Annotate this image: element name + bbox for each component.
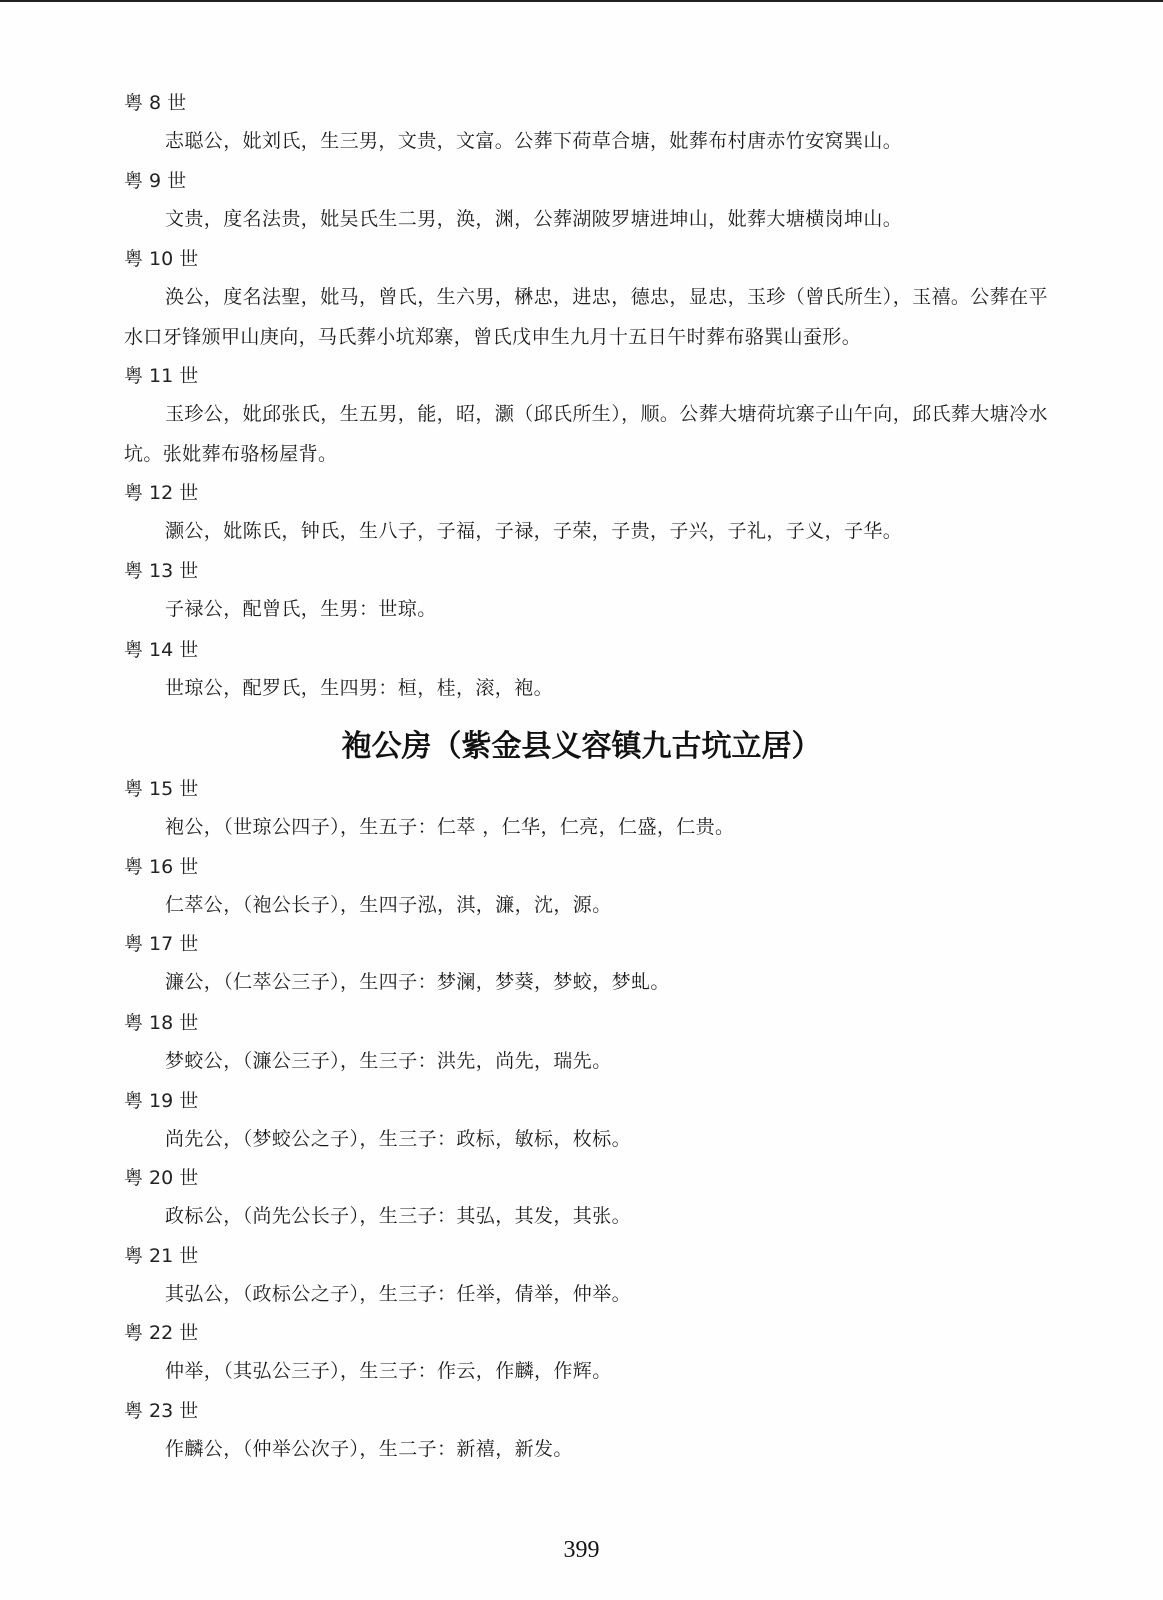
- generation-heading: 粤 16 世: [124, 856, 199, 878]
- genealogy-entry: 其弘公，（政标公之子），生三子：任举，倩举，仲举。: [165, 1283, 632, 1305]
- genealogy-entry: 濂公，（仁萃公三子），生四子：梦澜，梦葵，梦蛟，梦虬。: [165, 971, 670, 993]
- section-title: 袍公房（紫金县义容镇九古坑立居）: [341, 729, 822, 764]
- generation-heading: 粤 8 世: [124, 92, 187, 114]
- generation-heading: 粤 22 世: [124, 1322, 199, 1344]
- page-number: 399: [563, 1537, 600, 1563]
- generation-heading: 粤 11 世: [124, 365, 199, 387]
- genealogy-entry: 仁萃公，（袍公长子），生四子泓，淇，濂，沈，源。: [165, 894, 612, 916]
- genealogy-entry: 梦蛟公，（濂公三子），生三子：洪先，尚先，瑞先。: [165, 1050, 612, 1072]
- generation-heading: 粤 21 世: [124, 1245, 199, 1267]
- generation-heading: 粤 10 世: [124, 248, 199, 270]
- generation-heading: 粤 14 世: [124, 639, 199, 661]
- genealogy-entry: 灏公，妣陈氏，钟氏，生八子，子福，子禄，子荣，子贵，子兴，子礼，子义，子华。: [165, 520, 903, 542]
- genealogy-entry: 政标公，（尚先公长子），生三子：其弘，其发，其张。: [165, 1205, 632, 1227]
- genealogy-entry: 子禄公，配曾氏，生男：世琼。: [165, 598, 437, 620]
- genealogy-entry: 作麟公，（仲举公次子），生二子：新禧，新发。: [165, 1438, 573, 1460]
- genealogy-entry: 涣公，度名法聖，妣马，曾氏，生六男，楙忠，进忠，德忠，显忠，玉珍（曾氏所生），玉禧。公葬在平水口牙锋颁甲山庚向，马氏葬小坑郑寨，曾氏戊申生九月十五日午时葬布骆巽山蚕形。: [124, 286, 1048, 348]
- generation-heading: 粤 12 世: [124, 482, 199, 504]
- generation-heading: 粤 18 世: [124, 1012, 199, 1034]
- genealogy-entry: 仲举，（其弘公三子），生三子：作云，作麟，作辉。: [165, 1360, 612, 1382]
- generation-heading: 粤 13 世: [124, 560, 199, 582]
- generation-heading: 粤 19 世: [124, 1090, 199, 1112]
- genealogy-entry: 世琼公，配罗氏，生四男：桓，桂，滚，袍。: [165, 677, 554, 699]
- generation-heading: 粤 15 世: [124, 778, 199, 800]
- genealogy-entry: 志聪公，妣刘氏，生三男，文贵，文富。公葬下荷草合塘，妣葬布村唐赤竹安窝巽山。: [165, 130, 903, 152]
- generation-heading: 粤 20 世: [124, 1167, 199, 1189]
- genealogy-entry: 文贵，度名法贵，妣吴氏生二男，涣，渊，公葬湖陂罗塘进坤山，妣葬大塘横岗坤山。: [165, 208, 903, 230]
- generation-heading: 粤 9 世: [124, 170, 187, 192]
- generation-heading: 粤 23 世: [124, 1400, 199, 1422]
- genealogy-entry: 尚先公，（梦蛟公之子），生三子：政标，敏标，枚标。: [165, 1128, 632, 1150]
- genealogy-entry: 袍公，（世琼公四子），生五子：仁萃 ，仁华，仁亮，仁盛，仁贵。: [165, 816, 735, 838]
- generation-heading: 粤 17 世: [124, 933, 199, 955]
- top-border-line: [0, 0, 1163, 2]
- genealogy-entry: 玉珍公，妣邱张氏，生五男，能，昭，灏（邱氏所生），顺。公葬大塘荷坑寨子山午向，邱氏葬大塘冷水坑。张妣葬布骆杨屋背。: [124, 403, 1048, 465]
